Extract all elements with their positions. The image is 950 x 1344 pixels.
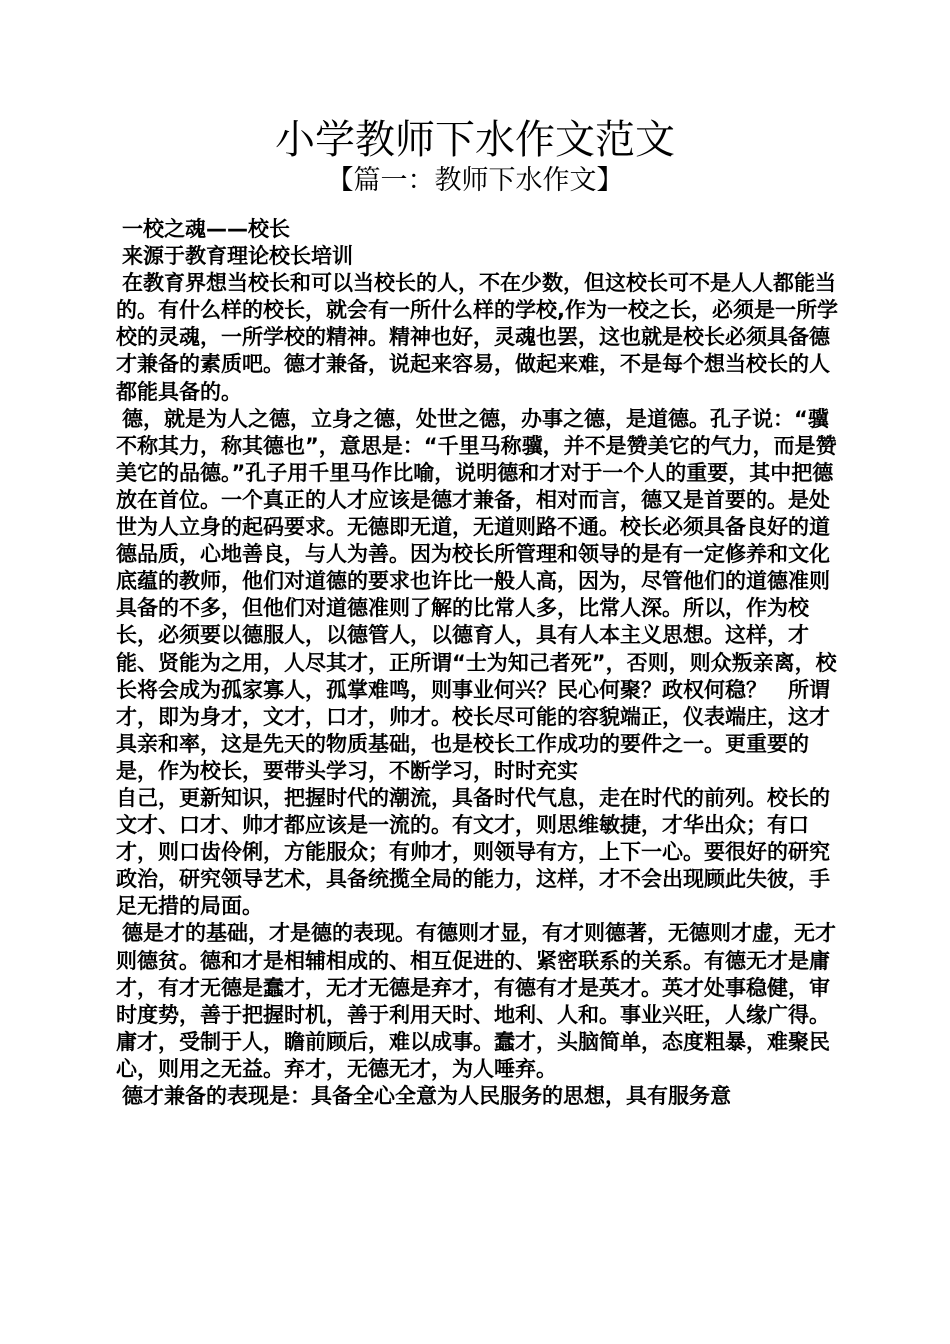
paragraph: 在教育界想当校长和可以当校长的人，不在少数，但这校长可不是人人都能当的。有什么样的校长，就会有一所什么样的学校,作为一校之长，必须是一所学校的灵魂，一所学校的精神。精神也好，灵魂也罢，这也就是校长必须具备德才兼备的素质吧。德才兼备，说起来容易，做起来难，不是每个想当校长的人都能具备的。 — [116, 271, 838, 404]
document-body — [116, 216, 848, 1110]
paragraph: 德，就是为人之德，立身之德，处世之德，办事之德，是道德。孔子说：“骥不称其力，称其德也”，意思是：“千里马称骥，并不是赞美它的气力，而是赞美它的品德。”孔子用千里马作比喻，说明德和才对于一个人的重要，其中把德放在首位。一个真正的人才应该是德才兼备，相对而言，德又是首要的。是处世为人立身的起码要求。无德即无道，无道则路不通。校长必须具备良好的道德品质，心地善良，与人为善。因为校长所管理和领导的是有一定修养和文化底蕴的教师，他们对道德的要求也许比一般人高，因为，尽管他们的道德准则具备的不多，但他们对道德准则了解的比常人多，比常人深。所以，作为校长，必须要以德服人，以德管人，以德育人，具有人本主义思想。这样，才能、贤能为之用，人尽其才，正所谓“士为知己者死”，否则，则众叛亲离，校长将会成为孤家寡人，孤掌难鸣，则事业何兴？民心何聚？政权何稳？ 所谓才，即为身才，文才，口才，帅才。校长尽可能的容貌端正，仪表端庄，这才具亲和率，这是先天的物质基础，也是校长工作成功的要件之一。更重要的是，作为校长，要带头学习，不断学习，时时充实 — [116, 406, 837, 783]
document-title: 小学教师下水作文范文 — [275, 117, 675, 163]
document-subtitle: 【篇一：教师下水作文】 — [326, 165, 624, 196]
article-heading: 一校之魂——校长 — [122, 217, 290, 241]
paragraph: 德才兼备的表现是：具备全心全意为人民服务的思想，具有服务意 — [122, 1084, 731, 1108]
paragraph: 德是才的基础，才是德的表现。有德则才显，有才则德著，无德则才虚，无才则德贫。德和才是相辅相成的、相互促进的、紧密联系的关系。有德无才是庸才，有才无德是蠢才，无才无德是弃才，有德有才是英才。英才处事稳健，审时度势，善于把握时机，善于利用天时、地利、人和。事业兴旺，人缘广得。庸才，受制于人，瞻前顾后，难以成事。蠢才，头脑简单，态度粗暴，难聚民心，则用之无益。弃才，无德无才，为人唾弃。 — [116, 921, 836, 1081]
article-source: 来源于教育理论校长培训 — [122, 244, 353, 269]
paragraph: 自己，更新知识，把握时代的潮流，具备时代气息，走在时代的前列。校长的文才、口才、帅才都应该是一流的。有文才，则思维敏捷，才华出众；有口才，则口齿伶俐，方能服众；有帅才，则领导有方，上下一心。要很好的研究政治，研究领导艺术，具备统揽全局的能力，这样，才不会出现顾此失彼，手足无措的局面。 — [116, 785, 830, 919]
